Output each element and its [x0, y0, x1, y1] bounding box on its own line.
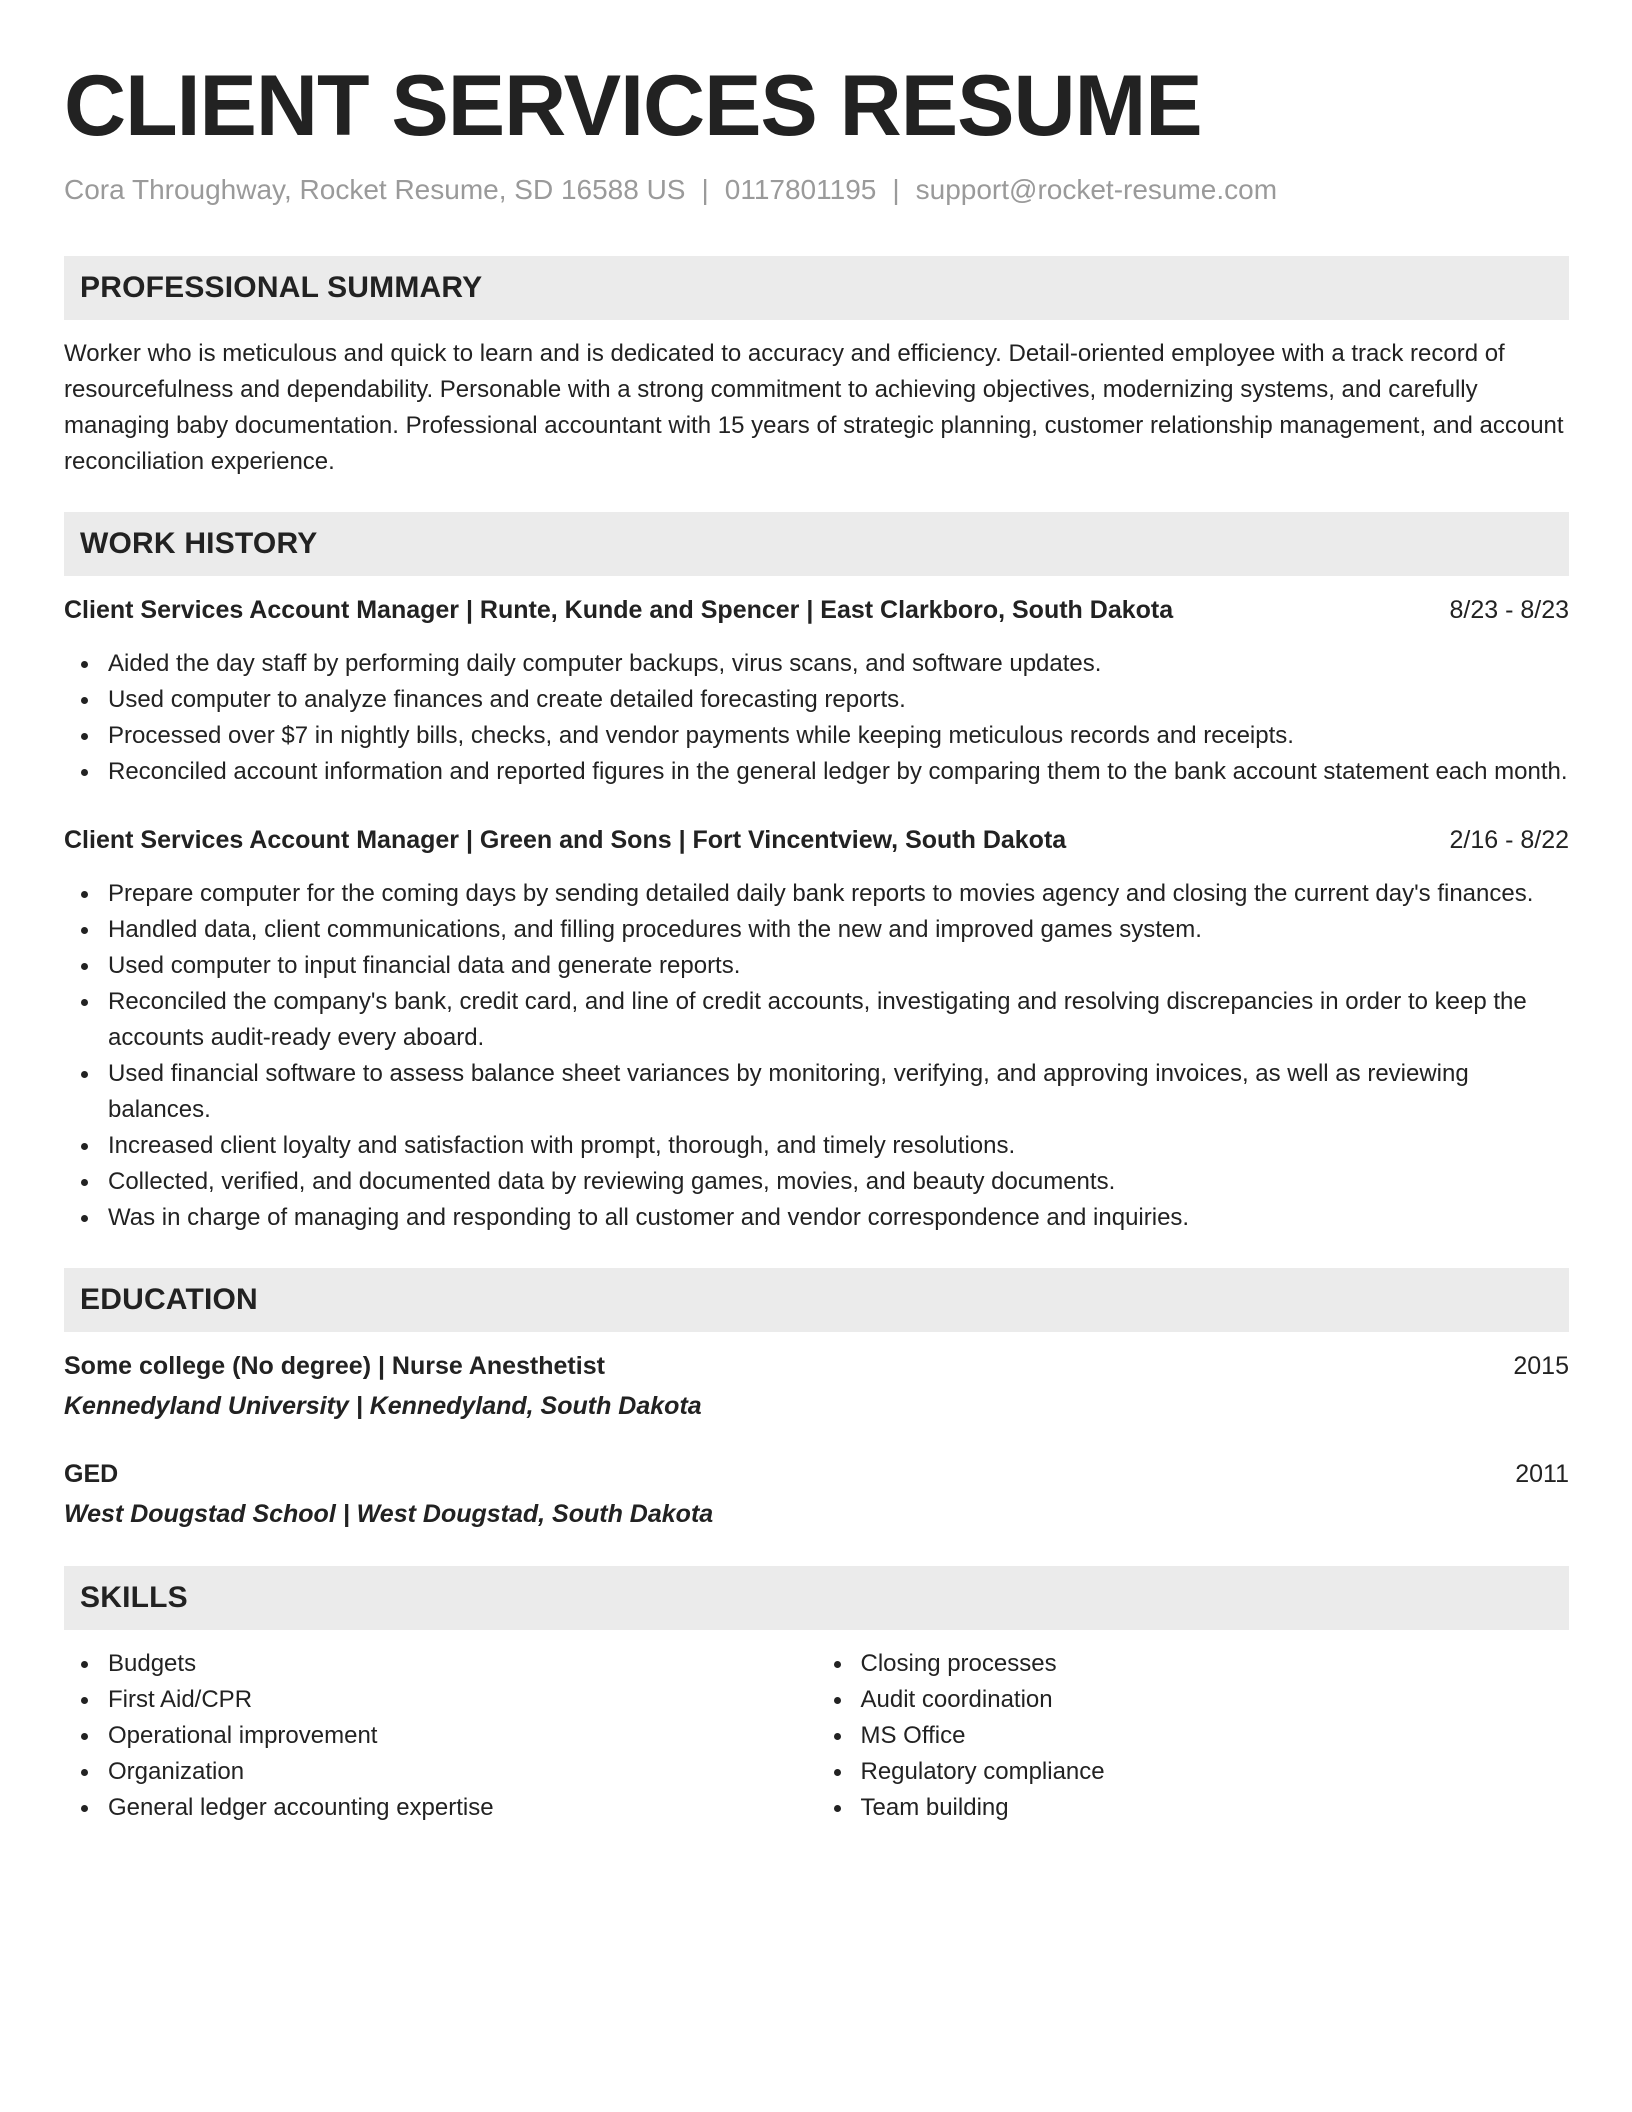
education-entry — [64, 1456, 1569, 1532]
job-entry — [64, 592, 1569, 790]
skill-item: General ledger accounting expertise — [108, 1790, 817, 1826]
contact-separator: | — [701, 174, 709, 205]
job-title: Client Services Account Manager | Runte, Kunde and Spencer | East Clarkboro, South Dakota — [64, 596, 1174, 624]
resume-title: CLIENT SERVICES RESUME — [64, 58, 1202, 154]
job-bullet: Reconciled account information and reported figures in the general ledger by comparing them to the bank account statement each month. — [108, 754, 1569, 790]
job-dates: 8/23 - 8/23 — [1449, 596, 1569, 624]
contact-email: support@rocket-resume.com — [915, 174, 1278, 205]
skill-item: First Aid/CPR — [108, 1682, 817, 1718]
job-bullet: Collected, verified, and documented data by reviewing games, movies, and beauty documents. — [108, 1164, 1569, 1200]
job-bullet: Used computer to input financial data and generate reports. — [108, 948, 1569, 984]
skill-item: Budgets — [108, 1646, 817, 1682]
job-header — [64, 822, 1569, 858]
skills-list — [64, 1646, 1569, 1826]
skill-item: Organization — [108, 1754, 817, 1790]
job-bullet: Increased client loyalty and satisfaction with prompt, thorough, and timely resolutions. — [108, 1128, 1569, 1164]
section-header-summary: PROFESSIONAL SUMMARY — [64, 256, 1569, 320]
skill-item: MS Office — [861, 1718, 1570, 1754]
job-bullet: Aided the day staff by performing daily computer backups, virus scans, and software updates. — [108, 646, 1569, 682]
job-bullet: Reconciled the company's bank, credit card, and line of credit accounts, investigating and resolving discrepancies in order to keep the accounts audit-ready every aboard. — [108, 984, 1569, 1056]
education-degree: Some college (No degree) | Nurse Anesthetist — [64, 1352, 605, 1380]
education-degree: GED — [64, 1460, 119, 1488]
job-bullet: Used financial software to assess balance sheet variances by monitoring, verifying, and approving invoices, as well as reviewing balances. — [108, 1056, 1569, 1128]
skill-item: Closing processes — [861, 1646, 1570, 1682]
skill-item: Operational improvement — [108, 1718, 817, 1754]
skill-item: Audit coordination — [861, 1682, 1570, 1718]
skill-item: Team building — [861, 1790, 1570, 1826]
education-year: 2015 — [1513, 1352, 1569, 1380]
job-entry — [64, 822, 1569, 1236]
education-school: West Dougstad School | West Dougstad, South Dakota — [64, 1500, 714, 1528]
job-bullet: Was in charge of managing and responding to all customer and vendor correspondence and inquiries. — [108, 1200, 1569, 1236]
contact-separator: | — [892, 174, 900, 205]
contact-phone: 0117801195 — [724, 174, 877, 205]
education-school: Kennedyland University | Kennedyland, South Dakota — [64, 1392, 702, 1420]
section-header-education: EDUCATION — [64, 1268, 1569, 1332]
contact-line — [64, 172, 1569, 208]
education-header — [64, 1348, 1569, 1384]
job-bullet: Used computer to analyze finances and create detailed forecasting reports. — [108, 682, 1569, 718]
skills-column-right — [817, 1646, 1570, 1826]
job-title: Client Services Account Manager | Green and Sons | Fort Vincentview, South Dakota — [64, 826, 1067, 854]
contact-address: Cora Throughway, Rocket Resume, SD 16588 US — [64, 174, 686, 205]
skills-column-left — [64, 1646, 817, 1826]
job-bullet: Handled data, client communications, and filling procedures with the new and improved games system. — [108, 912, 1569, 948]
job-bullets — [64, 646, 1569, 790]
job-bullet: Processed over $7 in nightly bills, checks, and vendor payments while keeping meticulous records and receipts. — [108, 718, 1569, 754]
section-header-work-history: WORK HISTORY — [64, 512, 1569, 576]
job-header — [64, 592, 1569, 628]
job-dates: 2/16 - 8/22 — [1449, 826, 1569, 854]
education-header — [64, 1456, 1569, 1492]
education-entry — [64, 1348, 1569, 1424]
job-bullet: Prepare computer for the coming days by sending detailed daily bank reports to movies agency and closing the current day's finances. — [108, 876, 1569, 912]
section-header-skills: SKILLS — [64, 1566, 1569, 1630]
skill-item: Regulatory compliance — [861, 1754, 1570, 1790]
summary-text: Worker who is meticulous and quick to learn and is dedicated to accuracy and efficiency. Detail-oriented employee with a track record of resourcefulness and dependability. Personable with a strong commitment to achieving objectives, modernizing systems, and carefully managing baby documentation. Professional accountant with 15 years of strategic planning, customer relationship management, and account reconciliation experience. — [64, 340, 1564, 475]
education-year: 2011 — [1515, 1460, 1569, 1488]
job-bullets — [64, 876, 1569, 1236]
